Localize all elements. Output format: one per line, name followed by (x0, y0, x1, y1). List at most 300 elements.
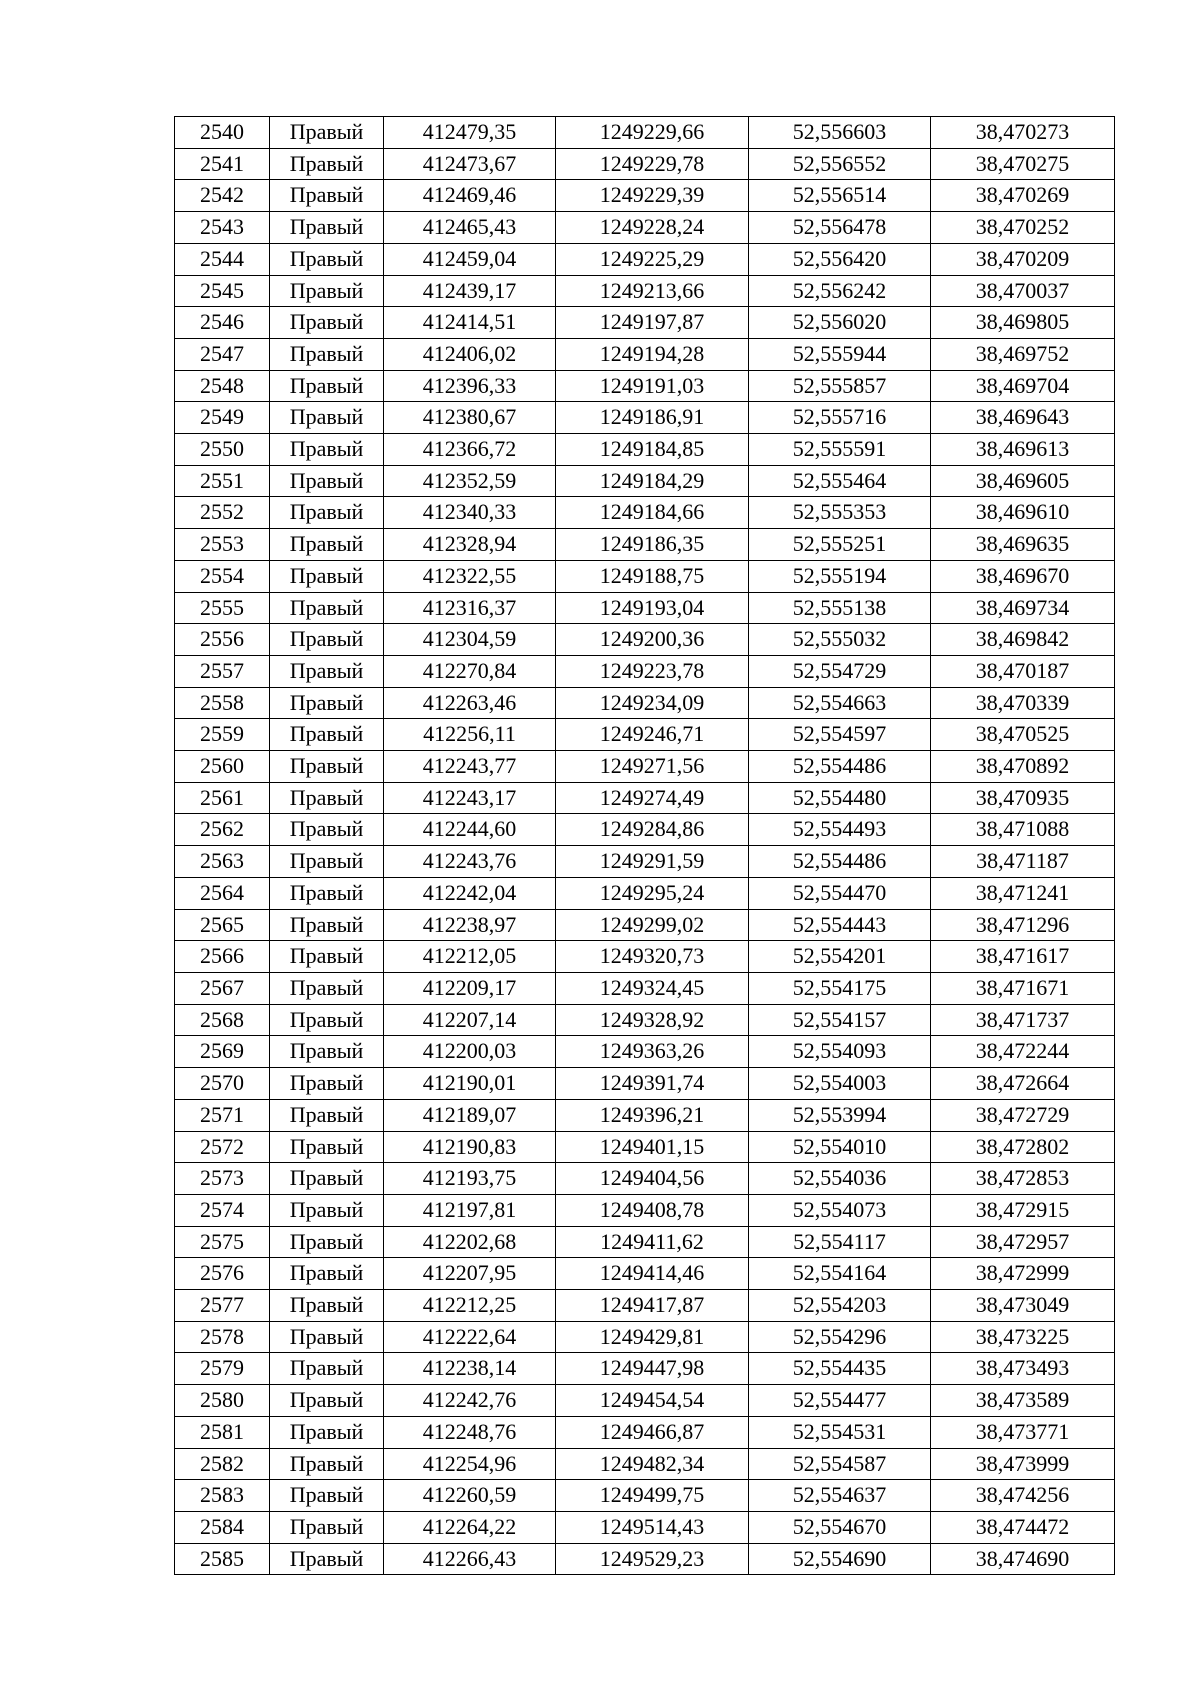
point-number-cell: 2540 (175, 117, 270, 149)
point-number-cell: 2542 (175, 180, 270, 212)
y-coordinate-cell: 1249291,59 (556, 846, 749, 878)
table-row (175, 1290, 1115, 1322)
side-cell: Правый (270, 687, 384, 719)
latitude-cell: 52,555353 (749, 497, 931, 529)
point-number-cell: 2585 (175, 1543, 270, 1575)
y-coordinate-cell: 1249454,54 (556, 1385, 749, 1417)
x-coordinate-cell: 412209,17 (384, 972, 556, 1004)
longitude-cell: 38,470339 (931, 687, 1115, 719)
table-row (175, 909, 1115, 941)
y-coordinate-cell: 1249246,71 (556, 719, 749, 751)
table-row (175, 275, 1115, 307)
table-row (175, 972, 1115, 1004)
side-cell: Правый (270, 148, 384, 180)
y-coordinate-cell: 1249184,85 (556, 434, 749, 466)
y-coordinate-cell: 1249213,66 (556, 275, 749, 307)
latitude-cell: 52,554670 (749, 1511, 931, 1543)
point-number-cell: 2581 (175, 1416, 270, 1448)
x-coordinate-cell: 412222,64 (384, 1321, 556, 1353)
y-coordinate-cell: 1249396,21 (556, 1099, 749, 1131)
point-number-cell: 2577 (175, 1290, 270, 1322)
latitude-cell: 52,555251 (749, 529, 931, 561)
y-coordinate-cell: 1249408,78 (556, 1194, 749, 1226)
longitude-cell: 38,469613 (931, 434, 1115, 466)
x-coordinate-cell: 412197,81 (384, 1194, 556, 1226)
y-coordinate-cell: 1249228,24 (556, 212, 749, 244)
y-coordinate-cell: 1249186,91 (556, 402, 749, 434)
longitude-cell: 38,469704 (931, 370, 1115, 402)
latitude-cell: 52,554477 (749, 1385, 931, 1417)
side-cell: Правый (270, 117, 384, 149)
table-row (175, 117, 1115, 149)
latitude-cell: 52,554690 (749, 1543, 931, 1575)
y-coordinate-cell: 1249274,49 (556, 782, 749, 814)
point-number-cell: 2573 (175, 1163, 270, 1195)
y-coordinate-cell: 1249295,24 (556, 877, 749, 909)
longitude-cell: 38,472957 (931, 1226, 1115, 1258)
x-coordinate-cell: 412248,76 (384, 1416, 556, 1448)
table-row (175, 1480, 1115, 1512)
table-row (175, 1416, 1115, 1448)
side-cell: Правый (270, 782, 384, 814)
side-cell: Правый (270, 877, 384, 909)
coordinates-table-body (175, 117, 1115, 1575)
side-cell: Правый (270, 1353, 384, 1385)
side-cell: Правый (270, 1036, 384, 1068)
x-coordinate-cell: 412316,37 (384, 592, 556, 624)
side-cell: Правый (270, 307, 384, 339)
y-coordinate-cell: 1249411,62 (556, 1226, 749, 1258)
latitude-cell: 52,556242 (749, 275, 931, 307)
table-row (175, 1036, 1115, 1068)
side-cell: Правый (270, 180, 384, 212)
x-coordinate-cell: 412406,02 (384, 338, 556, 370)
latitude-cell: 52,554157 (749, 1004, 931, 1036)
table-row (175, 846, 1115, 878)
side-cell: Правый (270, 1290, 384, 1322)
y-coordinate-cell: 1249429,81 (556, 1321, 749, 1353)
latitude-cell: 52,555464 (749, 465, 931, 497)
y-coordinate-cell: 1249197,87 (556, 307, 749, 339)
side-cell: Правый (270, 465, 384, 497)
x-coordinate-cell: 412190,01 (384, 1068, 556, 1100)
y-coordinate-cell: 1249499,75 (556, 1480, 749, 1512)
latitude-cell: 52,554435 (749, 1353, 931, 1385)
point-number-cell: 2544 (175, 243, 270, 275)
latitude-cell: 52,554093 (749, 1036, 931, 1068)
y-coordinate-cell: 1249324,45 (556, 972, 749, 1004)
table-row (175, 180, 1115, 212)
latitude-cell: 52,555138 (749, 592, 931, 624)
table-row (175, 497, 1115, 529)
point-number-cell: 2560 (175, 751, 270, 783)
y-coordinate-cell: 1249363,26 (556, 1036, 749, 1068)
x-coordinate-cell: 412322,55 (384, 560, 556, 592)
longitude-cell: 38,471296 (931, 909, 1115, 941)
point-number-cell: 2565 (175, 909, 270, 941)
y-coordinate-cell: 1249200,36 (556, 624, 749, 656)
x-coordinate-cell: 412238,97 (384, 909, 556, 941)
x-coordinate-cell: 412396,33 (384, 370, 556, 402)
side-cell: Правый (270, 655, 384, 687)
longitude-cell: 38,474256 (931, 1480, 1115, 1512)
side-cell: Правый (270, 497, 384, 529)
table-row (175, 1543, 1115, 1575)
y-coordinate-cell: 1249186,35 (556, 529, 749, 561)
latitude-cell: 52,554729 (749, 655, 931, 687)
side-cell: Правый (270, 1511, 384, 1543)
side-cell: Правый (270, 1385, 384, 1417)
latitude-cell: 52,554493 (749, 814, 931, 846)
x-coordinate-cell: 412469,46 (384, 180, 556, 212)
longitude-cell: 38,472244 (931, 1036, 1115, 1068)
x-coordinate-cell: 412243,17 (384, 782, 556, 814)
x-coordinate-cell: 412263,46 (384, 687, 556, 719)
latitude-cell: 52,554164 (749, 1258, 931, 1290)
point-number-cell: 2567 (175, 972, 270, 1004)
x-coordinate-cell: 412212,05 (384, 941, 556, 973)
x-coordinate-cell: 412414,51 (384, 307, 556, 339)
longitude-cell: 38,471241 (931, 877, 1115, 909)
latitude-cell: 52,554470 (749, 877, 931, 909)
y-coordinate-cell: 1249271,56 (556, 751, 749, 783)
latitude-cell: 52,554003 (749, 1068, 931, 1100)
point-number-cell: 2552 (175, 497, 270, 529)
x-coordinate-cell: 412202,68 (384, 1226, 556, 1258)
point-number-cell: 2543 (175, 212, 270, 244)
x-coordinate-cell: 412340,33 (384, 497, 556, 529)
y-coordinate-cell: 1249514,43 (556, 1511, 749, 1543)
longitude-cell: 38,471088 (931, 814, 1115, 846)
side-cell: Правый (270, 1226, 384, 1258)
point-number-cell: 2546 (175, 307, 270, 339)
table-row (175, 782, 1115, 814)
y-coordinate-cell: 1249404,56 (556, 1163, 749, 1195)
table-row (175, 1385, 1115, 1417)
y-coordinate-cell: 1249225,29 (556, 243, 749, 275)
side-cell: Правый (270, 909, 384, 941)
longitude-cell: 38,473771 (931, 1416, 1115, 1448)
side-cell: Правый (270, 212, 384, 244)
point-number-cell: 2568 (175, 1004, 270, 1036)
table-row (175, 1099, 1115, 1131)
point-number-cell: 2574 (175, 1194, 270, 1226)
table-row (175, 1163, 1115, 1195)
y-coordinate-cell: 1249188,75 (556, 560, 749, 592)
side-cell: Правый (270, 941, 384, 973)
y-coordinate-cell: 1249229,66 (556, 117, 749, 149)
table-row (175, 751, 1115, 783)
table-row (175, 592, 1115, 624)
longitude-cell: 38,474472 (931, 1511, 1115, 1543)
latitude-cell: 52,554663 (749, 687, 931, 719)
longitude-cell: 38,473589 (931, 1385, 1115, 1417)
side-cell: Правый (270, 1448, 384, 1480)
point-number-cell: 2551 (175, 465, 270, 497)
table-row (175, 814, 1115, 846)
y-coordinate-cell: 1249184,29 (556, 465, 749, 497)
x-coordinate-cell: 412254,96 (384, 1448, 556, 1480)
point-number-cell: 2569 (175, 1036, 270, 1068)
table-row (175, 1448, 1115, 1480)
table-row (175, 655, 1115, 687)
longitude-cell: 38,469842 (931, 624, 1115, 656)
table-row (175, 941, 1115, 973)
longitude-cell: 38,470275 (931, 148, 1115, 180)
x-coordinate-cell: 412328,94 (384, 529, 556, 561)
x-coordinate-cell: 412189,07 (384, 1099, 556, 1131)
point-number-cell: 2562 (175, 814, 270, 846)
point-number-cell: 2555 (175, 592, 270, 624)
table-row (175, 1194, 1115, 1226)
point-number-cell: 2579 (175, 1353, 270, 1385)
longitude-cell: 38,469734 (931, 592, 1115, 624)
longitude-cell: 38,470892 (931, 751, 1115, 783)
longitude-cell: 38,473999 (931, 1448, 1115, 1480)
latitude-cell: 52,553994 (749, 1099, 931, 1131)
coordinates-table (174, 116, 1115, 1575)
y-coordinate-cell: 1249299,02 (556, 909, 749, 941)
longitude-cell: 38,470269 (931, 180, 1115, 212)
side-cell: Правый (270, 1004, 384, 1036)
point-number-cell: 2580 (175, 1385, 270, 1417)
point-number-cell: 2550 (175, 434, 270, 466)
x-coordinate-cell: 412212,25 (384, 1290, 556, 1322)
x-coordinate-cell: 412380,67 (384, 402, 556, 434)
point-number-cell: 2563 (175, 846, 270, 878)
x-coordinate-cell: 412193,75 (384, 1163, 556, 1195)
x-coordinate-cell: 412479,35 (384, 117, 556, 149)
x-coordinate-cell: 412244,60 (384, 814, 556, 846)
latitude-cell: 52,554480 (749, 782, 931, 814)
point-number-cell: 2561 (175, 782, 270, 814)
longitude-cell: 38,469670 (931, 560, 1115, 592)
latitude-cell: 52,555032 (749, 624, 931, 656)
latitude-cell: 52,556478 (749, 212, 931, 244)
latitude-cell: 52,554010 (749, 1131, 931, 1163)
table-row (175, 307, 1115, 339)
x-coordinate-cell: 412243,76 (384, 846, 556, 878)
x-coordinate-cell: 412473,67 (384, 148, 556, 180)
latitude-cell: 52,554531 (749, 1416, 931, 1448)
x-coordinate-cell: 412242,76 (384, 1385, 556, 1417)
side-cell: Правый (270, 1416, 384, 1448)
latitude-cell: 52,554201 (749, 941, 931, 973)
y-coordinate-cell: 1249194,28 (556, 338, 749, 370)
y-coordinate-cell: 1249529,23 (556, 1543, 749, 1575)
table-row (175, 1321, 1115, 1353)
longitude-cell: 38,474690 (931, 1543, 1115, 1575)
y-coordinate-cell: 1249447,98 (556, 1353, 749, 1385)
point-number-cell: 2584 (175, 1511, 270, 1543)
y-coordinate-cell: 1249417,87 (556, 1290, 749, 1322)
y-coordinate-cell: 1249401,15 (556, 1131, 749, 1163)
longitude-cell: 38,472853 (931, 1163, 1115, 1195)
point-number-cell: 2575 (175, 1226, 270, 1258)
point-number-cell: 2547 (175, 338, 270, 370)
longitude-cell: 38,469605 (931, 465, 1115, 497)
table-row (175, 370, 1115, 402)
table-row (175, 1511, 1115, 1543)
x-coordinate-cell: 412200,03 (384, 1036, 556, 1068)
latitude-cell: 52,554443 (749, 909, 931, 941)
side-cell: Правый (270, 1099, 384, 1131)
side-cell: Правый (270, 592, 384, 624)
side-cell: Правый (270, 275, 384, 307)
side-cell: Правый (270, 243, 384, 275)
latitude-cell: 52,555716 (749, 402, 931, 434)
table-row (175, 1068, 1115, 1100)
y-coordinate-cell: 1249191,03 (556, 370, 749, 402)
y-coordinate-cell: 1249284,86 (556, 814, 749, 846)
side-cell: Правый (270, 560, 384, 592)
y-coordinate-cell: 1249320,73 (556, 941, 749, 973)
table-row (175, 148, 1115, 180)
latitude-cell: 52,555857 (749, 370, 931, 402)
longitude-cell: 38,470273 (931, 117, 1115, 149)
side-cell: Правый (270, 814, 384, 846)
side-cell: Правый (270, 1543, 384, 1575)
table-row (175, 338, 1115, 370)
latitude-cell: 52,554486 (749, 751, 931, 783)
point-number-cell: 2549 (175, 402, 270, 434)
x-coordinate-cell: 412459,04 (384, 243, 556, 275)
latitude-cell: 52,555944 (749, 338, 931, 370)
latitude-cell: 52,556552 (749, 148, 931, 180)
point-number-cell: 2564 (175, 877, 270, 909)
longitude-cell: 38,469643 (931, 402, 1115, 434)
y-coordinate-cell: 1249391,74 (556, 1068, 749, 1100)
latitude-cell: 52,554175 (749, 972, 931, 1004)
longitude-cell: 38,471187 (931, 846, 1115, 878)
x-coordinate-cell: 412190,83 (384, 1131, 556, 1163)
table-row (175, 212, 1115, 244)
point-number-cell: 2570 (175, 1068, 270, 1100)
x-coordinate-cell: 412260,59 (384, 1480, 556, 1512)
table-row (175, 1353, 1115, 1385)
side-cell: Правый (270, 1131, 384, 1163)
longitude-cell: 38,470935 (931, 782, 1115, 814)
x-coordinate-cell: 412352,59 (384, 465, 556, 497)
longitude-cell: 38,473493 (931, 1353, 1115, 1385)
longitude-cell: 38,469752 (931, 338, 1115, 370)
x-coordinate-cell: 412243,77 (384, 751, 556, 783)
latitude-cell: 52,555194 (749, 560, 931, 592)
latitude-cell: 52,556020 (749, 307, 931, 339)
side-cell: Правый (270, 434, 384, 466)
latitude-cell: 52,554073 (749, 1194, 931, 1226)
y-coordinate-cell: 1249184,66 (556, 497, 749, 529)
longitude-cell: 38,471617 (931, 941, 1115, 973)
side-cell: Правый (270, 1068, 384, 1100)
table-row (175, 687, 1115, 719)
x-coordinate-cell: 412366,72 (384, 434, 556, 466)
table-row (175, 877, 1115, 909)
longitude-cell: 38,472802 (931, 1131, 1115, 1163)
y-coordinate-cell: 1249229,39 (556, 180, 749, 212)
side-cell: Правый (270, 1321, 384, 1353)
point-number-cell: 2578 (175, 1321, 270, 1353)
side-cell: Правый (270, 1163, 384, 1195)
longitude-cell: 38,472729 (931, 1099, 1115, 1131)
longitude-cell: 38,469805 (931, 307, 1115, 339)
x-coordinate-cell: 412266,43 (384, 1543, 556, 1575)
x-coordinate-cell: 412465,43 (384, 212, 556, 244)
y-coordinate-cell: 1249229,78 (556, 148, 749, 180)
x-coordinate-cell: 412439,17 (384, 275, 556, 307)
longitude-cell: 38,470252 (931, 212, 1115, 244)
side-cell: Правый (270, 529, 384, 561)
longitude-cell: 38,469635 (931, 529, 1115, 561)
table-row (175, 624, 1115, 656)
point-number-cell: 2548 (175, 370, 270, 402)
point-number-cell: 2558 (175, 687, 270, 719)
table-row (175, 465, 1115, 497)
x-coordinate-cell: 412270,84 (384, 655, 556, 687)
y-coordinate-cell: 1249234,09 (556, 687, 749, 719)
latitude-cell: 52,554296 (749, 1321, 931, 1353)
longitude-cell: 38,472915 (931, 1194, 1115, 1226)
y-coordinate-cell: 1249193,04 (556, 592, 749, 624)
latitude-cell: 52,556603 (749, 117, 931, 149)
point-number-cell: 2553 (175, 529, 270, 561)
longitude-cell: 38,471737 (931, 1004, 1115, 1036)
latitude-cell: 52,554587 (749, 1448, 931, 1480)
longitude-cell: 38,469610 (931, 497, 1115, 529)
side-cell: Правый (270, 338, 384, 370)
x-coordinate-cell: 412238,14 (384, 1353, 556, 1385)
point-number-cell: 2582 (175, 1448, 270, 1480)
longitude-cell: 38,473049 (931, 1290, 1115, 1322)
latitude-cell: 52,554597 (749, 719, 931, 751)
latitude-cell: 52,555591 (749, 434, 931, 466)
side-cell: Правый (270, 624, 384, 656)
longitude-cell: 38,471671 (931, 972, 1115, 1004)
side-cell: Правый (270, 1480, 384, 1512)
table-row (175, 529, 1115, 561)
side-cell: Правый (270, 751, 384, 783)
y-coordinate-cell: 1249328,92 (556, 1004, 749, 1036)
side-cell: Правый (270, 1194, 384, 1226)
table-row (175, 402, 1115, 434)
point-number-cell: 2541 (175, 148, 270, 180)
x-coordinate-cell: 412304,59 (384, 624, 556, 656)
table-row (175, 560, 1115, 592)
latitude-cell: 52,556514 (749, 180, 931, 212)
point-number-cell: 2571 (175, 1099, 270, 1131)
latitude-cell: 52,554117 (749, 1226, 931, 1258)
side-cell: Правый (270, 719, 384, 751)
longitude-cell: 38,472664 (931, 1068, 1115, 1100)
longitude-cell: 38,470187 (931, 655, 1115, 687)
x-coordinate-cell: 412242,04 (384, 877, 556, 909)
table-row (175, 1226, 1115, 1258)
x-coordinate-cell: 412207,14 (384, 1004, 556, 1036)
x-coordinate-cell: 412207,95 (384, 1258, 556, 1290)
x-coordinate-cell: 412264,22 (384, 1511, 556, 1543)
side-cell: Правый (270, 846, 384, 878)
longitude-cell: 38,470209 (931, 243, 1115, 275)
latitude-cell: 52,554486 (749, 846, 931, 878)
table-row (175, 1004, 1115, 1036)
y-coordinate-cell: 1249223,78 (556, 655, 749, 687)
point-number-cell: 2545 (175, 275, 270, 307)
longitude-cell: 38,470037 (931, 275, 1115, 307)
latitude-cell: 52,554637 (749, 1480, 931, 1512)
longitude-cell: 38,470525 (931, 719, 1115, 751)
point-number-cell: 2583 (175, 1480, 270, 1512)
latitude-cell: 52,554036 (749, 1163, 931, 1195)
